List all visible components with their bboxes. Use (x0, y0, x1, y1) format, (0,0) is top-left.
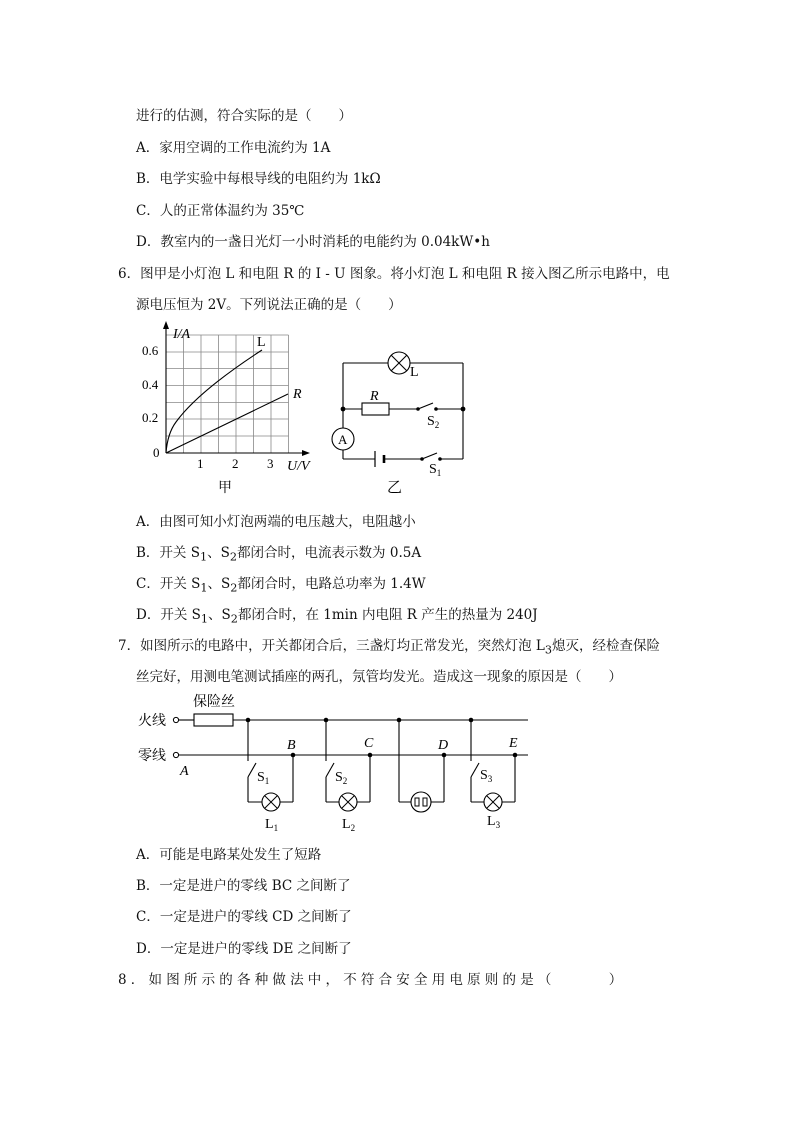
point-b-label: B (287, 738, 296, 753)
q6-iu-graph (140, 318, 325, 498)
ammeter-symbol (332, 428, 354, 450)
neutral-terminal (173, 752, 178, 757)
y-tick-0.2: 0.2 (142, 410, 159, 425)
q6-stem-line2: 源电压恒为 2V。下列说法正确的是（ ） (136, 297, 402, 313)
q6-option-d: D．开关 $S_1$、$S_2$都闭合时，在 1min 内电阻 R 产生的热量为 240J (136, 607, 538, 626)
lamp-symbol (388, 352, 410, 374)
curve-L (166, 350, 262, 453)
x-tick-1: 1 (197, 456, 204, 471)
q7-option-c: C．一定是进户的零线 CD 之间断了 (136, 909, 352, 925)
lamp-l1-label: $L_1$ (265, 817, 279, 833)
lamp-label: L (410, 365, 419, 380)
q5-option-a: A．家用空调的工作电流约为 1A (136, 140, 331, 156)
q5-option-c: C．人的正常体温约为 35℃ (136, 203, 305, 219)
q7-option-a: A．可能是电路某处发生了短路 (136, 847, 322, 863)
point-e-label: E (509, 736, 518, 751)
junction-left (341, 407, 346, 412)
fuse-label: 保险丝 (193, 695, 235, 710)
q5-option-d: D．教室内的一盏日光灯一小时消耗的电能约为 0.04kW•h (136, 234, 490, 250)
switch-s2-label: $S_2$ (335, 770, 348, 786)
q6-option-a: A．由图可知小灯泡两端的电压越大，电阻越小 (136, 514, 416, 530)
q5-stem: 进行的估测，符合实际的是（ ） (136, 108, 352, 124)
resistor-label: R (370, 389, 379, 404)
x-tick-3: 3 (267, 456, 274, 471)
y-tick-0.6: 0.6 (142, 343, 159, 358)
q6-circuit (325, 340, 475, 500)
q5-option-b: B．电学实验中每根导线的电阻约为 1kΩ (136, 171, 381, 187)
neutral-wire-label: 零线 (138, 749, 166, 764)
resistor-symbol (362, 403, 389, 415)
live-terminal (173, 717, 178, 722)
lamp-l3-symbol (484, 793, 502, 811)
fuse-symbol (194, 714, 233, 726)
line-R-label: R (293, 387, 302, 402)
graph-grid (166, 335, 289, 453)
point-a-label: A (180, 764, 189, 779)
switch-s1-label: $S_1$ (257, 770, 270, 786)
lamp-l1-symbol (262, 793, 280, 811)
battery-symbol (375, 451, 384, 467)
switch-s2-blade (418, 403, 433, 409)
switch-s2-label: $S_2$ (427, 414, 440, 430)
curve-L-label: L (257, 335, 266, 350)
y-axis-arrow (163, 321, 169, 329)
y-axis-label: I/A (173, 327, 191, 342)
switch-s1-blade (422, 453, 437, 459)
point-d-label: D (438, 738, 449, 753)
lamp-l3-label: $L_3$ (487, 814, 501, 830)
origin-label: 0 (153, 445, 160, 460)
x-axis-label: U/V (287, 459, 310, 474)
q6-option-c: C．开关 $S_1$、$S_2$都闭合时，电路总功率为 1.4W (136, 576, 426, 595)
x-axis-arrow (302, 450, 310, 456)
point-c-label: C (364, 736, 374, 751)
lamp-l2-label: $L_2$ (342, 817, 356, 833)
figure-caption-yi: 乙 (387, 480, 403, 496)
live-wire-label: 火线 (138, 714, 166, 729)
switch-s1-label: $S_1$ (429, 462, 442, 478)
switch-s3-label: $S_3$ (480, 768, 493, 784)
q7-option-d: D．一定是进户的零线 DE 之间断了 (136, 941, 352, 957)
figure-caption-jia: 甲 (218, 481, 232, 496)
x-tick-2: 2 (232, 456, 239, 471)
q7-option-b: B．一定是进户的零线 BC 之间断了 (136, 878, 351, 894)
q6-stem-line1: 6．图甲是小灯泡 L 和电阻 R 的 I - U 图象。将小灯泡 L 和电阻 R 接入图乙所示电路中，电 (118, 266, 670, 282)
q6-option-b: B．开关 $S_1$、$S_2$都闭合时，电流表示数为 0.5A (136, 545, 422, 564)
socket-symbol (411, 792, 431, 812)
lamp-l2-symbol (339, 793, 357, 811)
q7-household-circuit (130, 688, 540, 836)
q7-stem-line1: 7．如图所示的电路中，开关都闭合后，三盏灯均正常发光，突然灯泡 $L_3$熄灭，经检查保险 (118, 638, 661, 657)
svg-text:A: A (338, 432, 348, 447)
q7-stem-line2: 丝完好，用测电笔测试插座的两孔，氖管均发光。造成这一现象的原因是（ ） (136, 669, 622, 685)
q8-stem: 8．如图所示的各种做法中，不符合安全用电原则的是（ ） (118, 972, 627, 988)
junction-right (461, 407, 466, 412)
y-tick-0.4: 0.4 (142, 377, 159, 392)
